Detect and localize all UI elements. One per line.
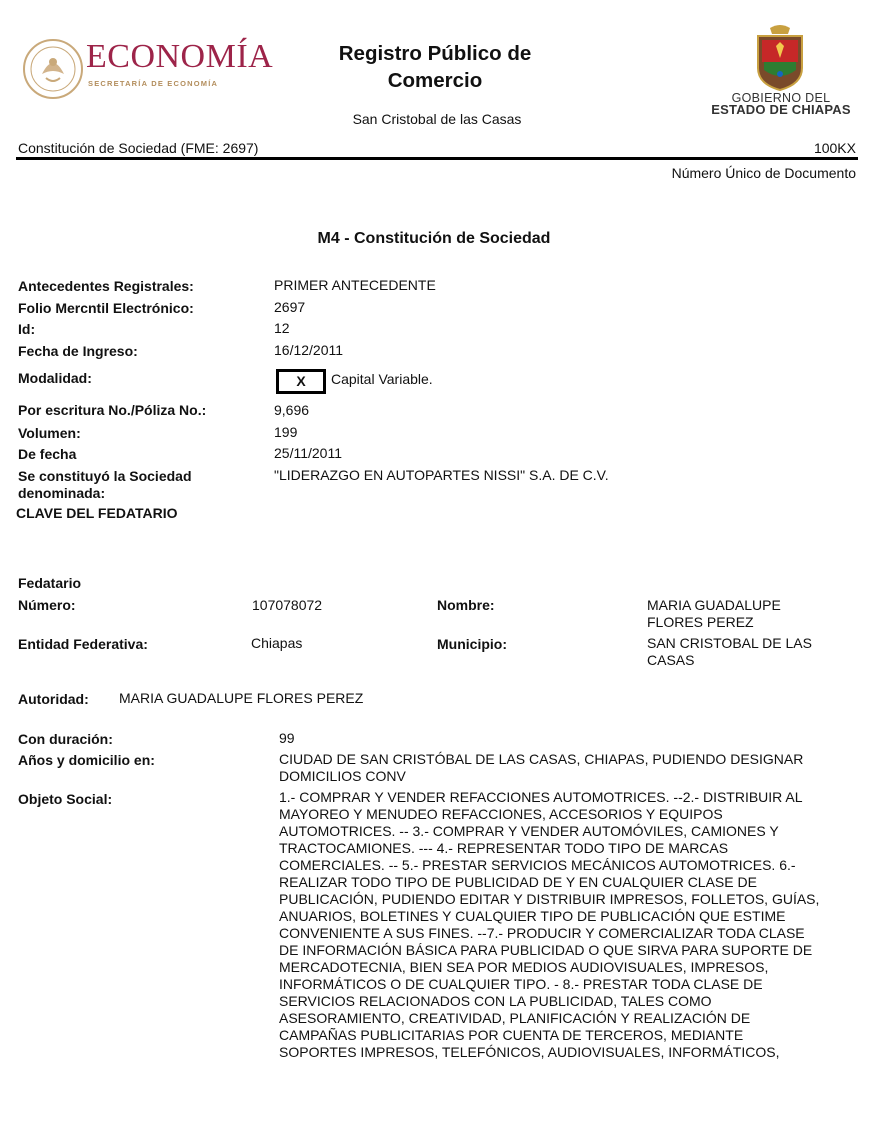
objeto-line: DE INFORMACIÓN BÁSICA PARA PUBLICIDAD O QUE SIRVA PARA SUPORTE DE <box>279 942 813 958</box>
autoridad-label: Autoridad: <box>18 691 89 707</box>
id-value: 12 <box>274 320 290 336</box>
chiapas-coat-of-arms-icon <box>750 22 810 92</box>
domicilio-line1: CIUDAD DE SAN CRISTÓBAL DE LAS CASAS, CHIAPAS, PUDIENDO DESIGNAR <box>279 751 804 767</box>
mexico-seal-icon <box>22 38 84 100</box>
folio-label: Folio Mercntil Electrónico: <box>18 300 194 316</box>
header-divider <box>16 157 858 160</box>
gobierno-line1: GOBIERNO DEL <box>731 91 831 105</box>
nombre-line2: FLORES PEREZ <box>647 614 754 630</box>
page-title <box>300 40 570 94</box>
fecha-ingreso-value: 16/12/2011 <box>274 342 344 358</box>
section-title: M4 - Constitución de Sociedad <box>317 230 551 247</box>
municipio-value <box>647 635 812 669</box>
economia-wordmark: ECONOMÍA <box>86 38 274 75</box>
page-title-line2: Comercio <box>387 69 483 92</box>
escritura-label: Por escritura No./Póliza No.: <box>18 402 207 418</box>
domicilio-label: Años y domicilio en: <box>18 752 155 768</box>
antecedentes-label: Antecedentes Registrales: <box>18 278 194 294</box>
document-code: 100KX <box>813 140 856 156</box>
objeto-line: TRACTOCAMIONES. --- 4.- REPRESENTAR TODO TIPO DE MARCAS <box>279 840 729 856</box>
chiapas-logo <box>750 22 810 92</box>
entidad-label: Entidad Federativa: <box>18 636 148 652</box>
gobierno-line2: ESTADO DE CHIAPAS <box>711 102 851 117</box>
fecha-ingreso-label: Fecha de Ingreso: <box>18 343 138 359</box>
objeto-line: SERVICIOS RELACIONADOS CON LA PUBLICIDAD, TALES COMO <box>279 993 712 1009</box>
de-fecha-value: 25/11/2011 <box>274 445 342 461</box>
nombre-line1: MARIA GUADALUPE <box>647 597 781 613</box>
escritura-value: 9,696 <box>274 402 310 418</box>
modalidad-checkbox: X <box>276 369 326 394</box>
objeto-line: INFORMÁTICOS O DE CUALQUIER TIPO. - 8.- PRESTAR TODA CLASE DE <box>279 976 763 992</box>
objeto-line: MAYOREO Y MENUDEO REFACCIONES, ACCESORIOS Y EQUIPOS <box>279 806 723 822</box>
entidad-value: Chiapas <box>251 635 303 651</box>
sociedad-label-line1: Se constituyó la Sociedad <box>18 468 192 484</box>
objeto-line: PUBLICACIÓN, PUDIENDO EDITAR Y DISTRIBUIR IMPRESOS, FOLLETOS, GUÍAS, <box>279 891 820 907</box>
fedatario-heading: Fedatario <box>18 575 82 591</box>
objeto-line: COMERCIALES. -- 5.- PRESTAR SERVICIOS MECÁNICOS AUTOMOTRICES. 6.- <box>279 857 796 873</box>
municipio-label: Municipio: <box>437 636 507 652</box>
de-fecha-label: De fecha <box>18 446 77 462</box>
objeto-line: CAMPAÑAS PUBLICITARIAS POR CUENTA DE TERCEROS, MEDIANTE <box>279 1027 744 1043</box>
domicilio-line2: DOMICILIOS CONV <box>279 768 406 784</box>
objeto-line: ANUARIOS, BOLETINES Y CUALQUIER TIPO DE PUBLICACIÓN QUE ESTIME <box>279 908 786 924</box>
objeto-line: REALIZAR TODO TIPO DE PUBLICIDAD DE Y EN CUALQUIER CLASE DE <box>279 874 757 890</box>
objeto-line: ASESORAMIENTO, CREATIVIDAD, PLANIFICACIÓN Y REALIZACIÓN DE <box>279 1010 751 1026</box>
duracion-label: Con duración: <box>18 731 113 747</box>
objeto-line: MERCADOTECNIA, BIEN SEA POR MEDIOS AUDIOVISUALES, IMPRESOS, <box>279 959 769 975</box>
page-title-line1: Registro Público de <box>338 42 532 65</box>
domicilio-value <box>279 751 803 785</box>
objeto-label: Objeto Social: <box>18 791 113 807</box>
objeto-line: AUTOMOTRICES. -- 3.- COMPRAR Y VENDER AUTOMÓVILES, CAMIONES Y <box>279 823 779 839</box>
modalidad-label: Modalidad: <box>18 370 92 386</box>
municipio-line1: SAN CRISTOBAL DE LAS <box>647 635 812 651</box>
economia-subtitle: SECRETARÍA DE ECONOMÍA <box>88 79 219 88</box>
modalidad-value: Capital Variable. <box>331 371 433 387</box>
sociedad-label-line2: denominada: <box>18 485 106 501</box>
duracion-value: 99 <box>279 730 295 746</box>
volumen-value: 199 <box>274 424 298 440</box>
nombre-label: Nombre: <box>437 597 495 613</box>
municipio-line2: CASAS <box>647 652 695 668</box>
clave-fedatario-label: CLAVE DEL FEDATARIO <box>16 505 178 521</box>
autoridad-value: MARIA GUADALUPE FLORES PEREZ <box>119 690 364 706</box>
id-label: Id: <box>18 321 36 337</box>
numero-unico-label: Número Único de Documento <box>671 165 856 181</box>
volumen-label: Volumen: <box>18 425 81 441</box>
nombre-value <box>647 597 781 631</box>
objeto-social <box>279 789 854 1061</box>
objeto-line: SOPORTES IMPRESOS, TELEFÓNICOS, AUDIOVISUALES, INFORMÁTICOS, <box>279 1044 780 1060</box>
sociedad-label <box>18 468 192 502</box>
objeto-line: CONVENIENTE A SUS FINES. --7.- PRODUCIR Y COMERCIALIZAR TODA CLASE <box>279 925 805 941</box>
numero-value: 107078072 <box>252 597 323 613</box>
document-type: Constitución de Sociedad (FME: 2697) <box>18 140 259 156</box>
page-subtitle: San Cristobal de las Casas <box>352 111 522 127</box>
objeto-line: 1.- COMPRAR Y VENDER REFACCIONES AUTOMOTRICES. --2.- DISTRIBUIR AL <box>279 789 803 805</box>
numero-label: Número: <box>18 597 76 613</box>
sociedad-value: "LIDERAZGO EN AUTOPARTES NISSI" S.A. DE C.V. <box>274 467 609 483</box>
antecedentes-value: PRIMER ANTECEDENTE <box>274 277 436 293</box>
folio-value: 2697 <box>274 299 306 315</box>
